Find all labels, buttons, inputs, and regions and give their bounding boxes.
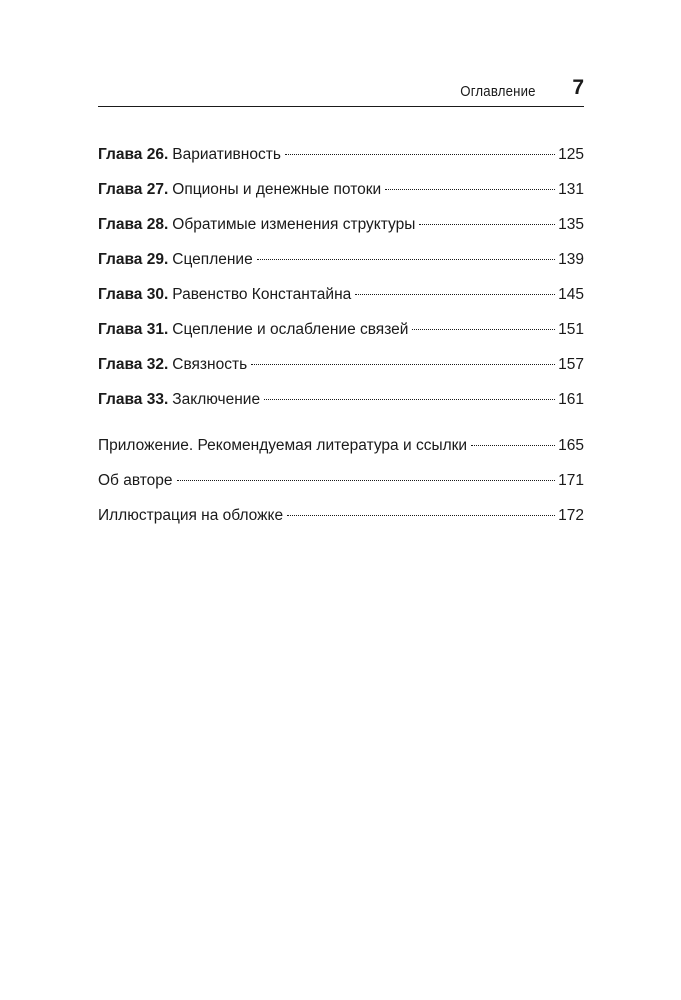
toc-entry-chapter-27 (98, 178, 584, 213)
page-ref: 157 (558, 356, 584, 373)
dot-leader (385, 189, 555, 190)
chapter-label: Глава 33. (98, 391, 169, 408)
chapter-label: Глава 30. (98, 286, 169, 303)
toc-entry-chapter-29 (98, 248, 584, 283)
chapter-title: Обратимые изменения структуры (172, 216, 416, 233)
chapter-label: Глава 32. (98, 356, 169, 373)
chapter-label: Глава 27. (98, 181, 169, 198)
dot-leader (419, 224, 555, 225)
entry-title: Иллюстрация на обложке (98, 507, 284, 524)
page-ref: 131 (558, 181, 584, 198)
chapter-title: Сцепление и ослабление связей (172, 321, 409, 338)
table-of-contents (98, 143, 584, 539)
chapter-title: Сцепление (172, 251, 253, 268)
entry-text (98, 318, 408, 342)
page-ref: 161 (558, 391, 584, 408)
toc-entry-cover-illustration (98, 504, 584, 539)
page-ref: 151 (558, 321, 584, 338)
entry-text (98, 178, 381, 202)
page-number: 7 (572, 76, 584, 99)
toc-entry-chapter-30 (98, 283, 584, 318)
dot-leader (287, 515, 555, 516)
entry-text (98, 388, 260, 412)
entry-text (98, 213, 415, 237)
entry-title: Приложение. Рекомендуемая литература и ссылки (98, 437, 468, 454)
chapter-label: Глава 28. (98, 216, 169, 233)
header-rule (98, 106, 584, 107)
entry-text (98, 143, 281, 167)
entry-text (98, 248, 253, 272)
dot-leader (264, 399, 555, 400)
toc-entry-chapter-26 (98, 143, 584, 178)
chapter-label: Глава 26. (98, 146, 169, 163)
appendix-list (98, 434, 584, 539)
toc-entry-chapter-33 (98, 388, 584, 423)
dot-leader (257, 259, 555, 260)
running-head: Оглавление (460, 83, 536, 100)
dot-leader (177, 480, 556, 481)
dot-leader (285, 154, 555, 155)
page-ref: 125 (558, 146, 584, 163)
entry-text (98, 283, 351, 307)
page-ref: 172 (558, 507, 584, 524)
page-ref: 171 (558, 472, 584, 489)
chapter-list (98, 143, 584, 423)
chapter-title: Заключение (172, 391, 261, 408)
page-ref: 165 (558, 437, 584, 454)
chapter-title: Связность (172, 356, 248, 373)
page-header (98, 76, 584, 104)
chapter-label: Глава 29. (98, 251, 169, 268)
toc-entry-chapter-31 (98, 318, 584, 353)
page-ref: 139 (558, 251, 584, 268)
entry-title: Об авторе (98, 472, 173, 489)
chapter-title: Опционы и денежные потоки (172, 181, 382, 198)
chapter-label: Глава 31. (98, 321, 169, 338)
toc-entry-about-author (98, 469, 584, 504)
toc-entry-chapter-32 (98, 353, 584, 388)
dot-leader (355, 294, 555, 295)
page-ref: 135 (558, 216, 584, 233)
entry-text (98, 353, 247, 377)
dot-leader (471, 445, 555, 446)
page-ref: 145 (558, 286, 584, 303)
dot-leader (251, 364, 555, 365)
chapter-title: Равенство Константайна (172, 286, 352, 303)
toc-entry-chapter-28 (98, 213, 584, 248)
dot-leader (412, 329, 555, 330)
chapter-title: Вариативность (172, 146, 281, 163)
toc-entry-appendix (98, 434, 584, 469)
